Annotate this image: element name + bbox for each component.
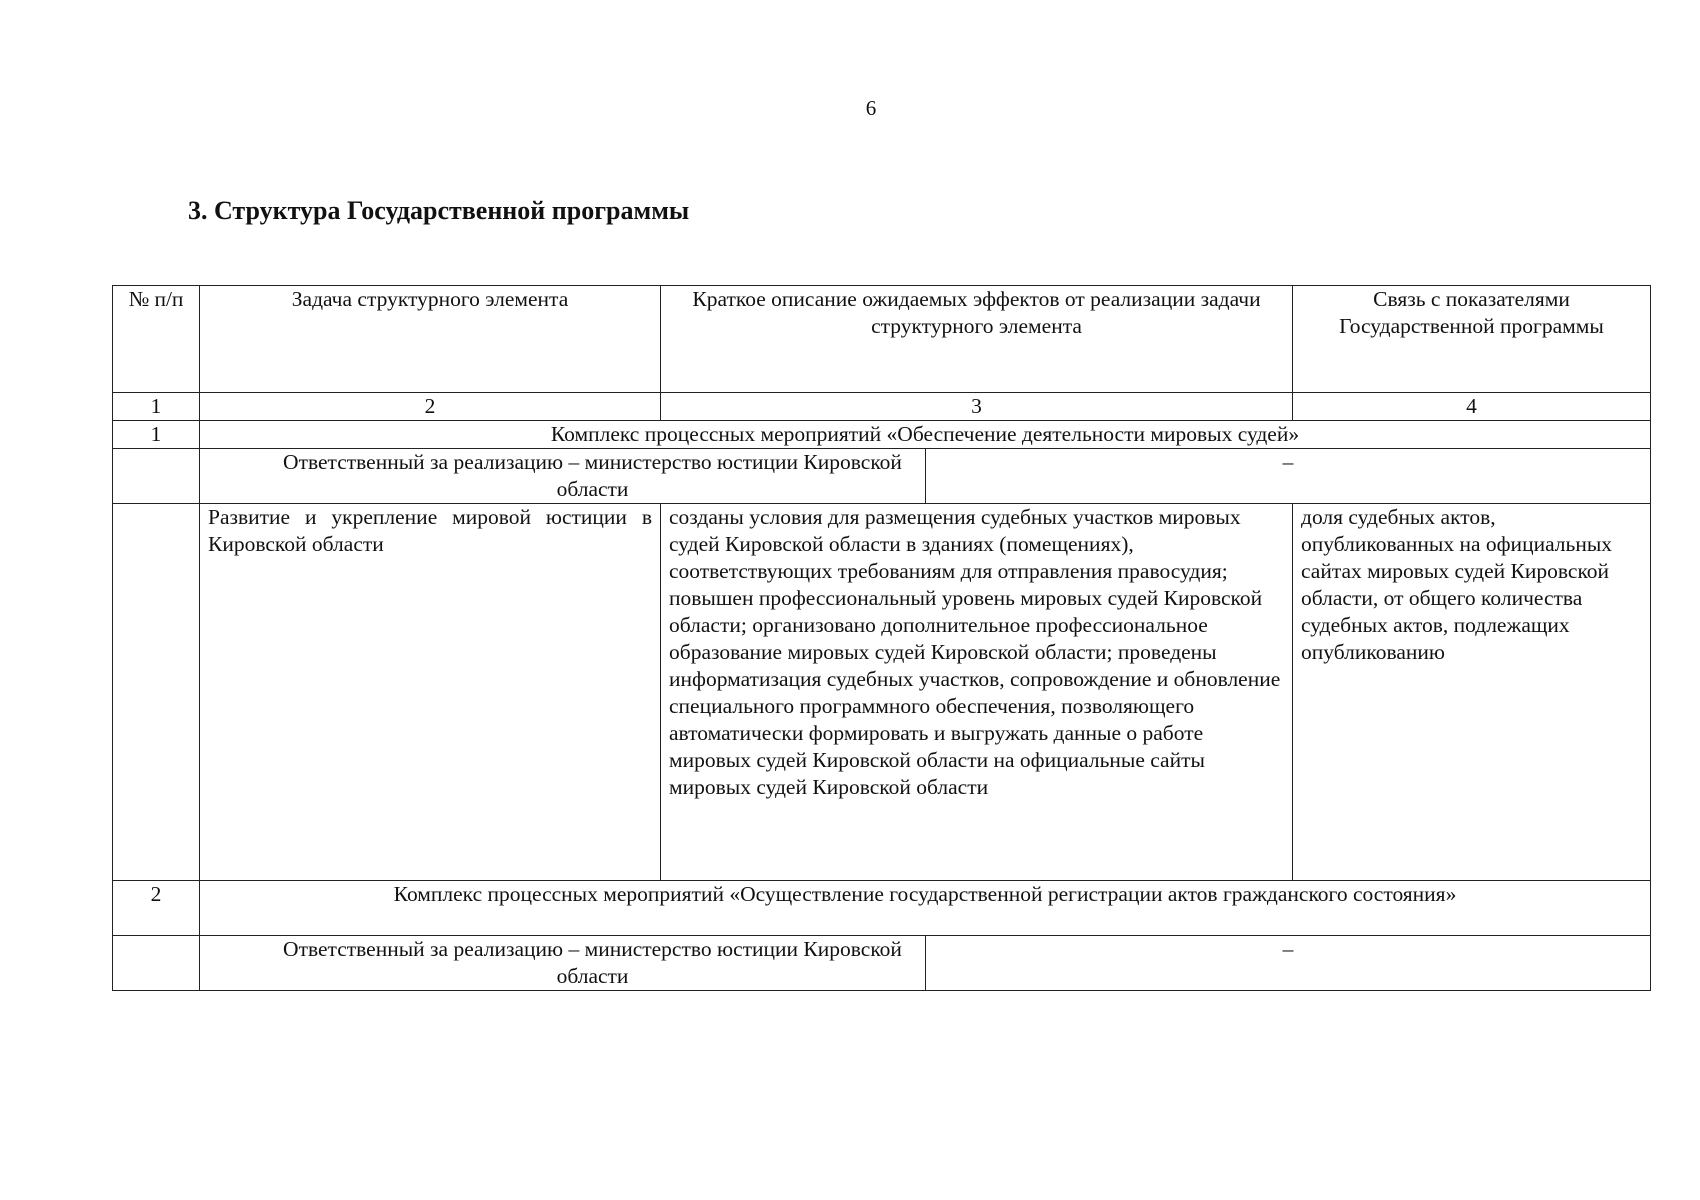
structure-table xyxy=(112,285,1651,991)
complex-2-title: Комплекс процессных мероприятий «Осуществление государственной регистрации актов гражданского состояния» xyxy=(200,881,1651,936)
complex-1-task-num xyxy=(113,504,200,881)
complex-2-responsible-num xyxy=(113,936,200,991)
complex-1-link: доля судебных актов, опубликованных на официальных сайтах мировых судей Кировской области, от общего количества судебных актов, подлежащих опубликованию xyxy=(1293,504,1651,881)
complex-1-responsible xyxy=(200,449,926,504)
complex-2-responsible xyxy=(200,936,926,991)
page-number: 6 xyxy=(865,96,877,120)
complex-1-task: Развитие и укрепление мировой юстиции в Кировской области xyxy=(200,504,661,881)
complex-2-responsible-row xyxy=(113,936,1651,991)
complex-1-row xyxy=(113,421,1651,449)
column-number-row xyxy=(113,393,1651,421)
section-title: 3. Структура Государственной программы xyxy=(188,196,690,225)
header-num: № п/п xyxy=(113,286,200,393)
column-number-4: 4 xyxy=(1293,393,1651,421)
header-link: Связь с показателями Государственной программы xyxy=(1293,286,1651,393)
table-header-row xyxy=(113,286,1651,393)
column-number-3: 3 xyxy=(661,393,1293,421)
complex-2-responsible-text: Ответственный за реализацию – министерство юстиции Кировской области xyxy=(283,937,902,988)
header-task: Задача структурного элемента xyxy=(200,286,661,393)
complex-2-row xyxy=(113,881,1651,936)
complex-2-num: 2 xyxy=(113,881,200,936)
complex-1-responsible-dash: – xyxy=(926,449,1651,504)
complex-2-responsible-dash: – xyxy=(926,936,1651,991)
complex-1-responsible-text: Ответственный за реализацию – министерство юстиции Кировской области xyxy=(283,450,902,501)
header-effects: Краткое описание ожидаемых эффектов от реализации задачи структурного элемента xyxy=(661,286,1293,393)
column-number-2: 2 xyxy=(200,393,661,421)
column-number-1: 1 xyxy=(113,393,200,421)
complex-1-responsible-row xyxy=(113,449,1651,504)
complex-1-num: 1 xyxy=(113,421,200,449)
complex-1-effects: созданы условия для размещения судебных участков мировых судей Кировской области в зданиях (помещениях), соответствующих требованиям для отправления правосудия; повышен профессиональный уровень мировых судей Кировской области; организовано дополнительное профессиональное образование мировых судей Кировской области; проведены информатизация судебных участков, сопровождение и обновление специального программного обеспечения, позволяющего автоматически формировать и выгружать данные о работе мировых судей Кировской области на официальные сайты мировых судей Кировской области xyxy=(661,504,1293,881)
complex-1-title: Комплекс процессных мероприятий «Обеспечение деятельности мировых судей» xyxy=(200,421,1651,449)
complex-1-task-row xyxy=(113,504,1651,881)
complex-1-responsible-num xyxy=(113,449,200,504)
